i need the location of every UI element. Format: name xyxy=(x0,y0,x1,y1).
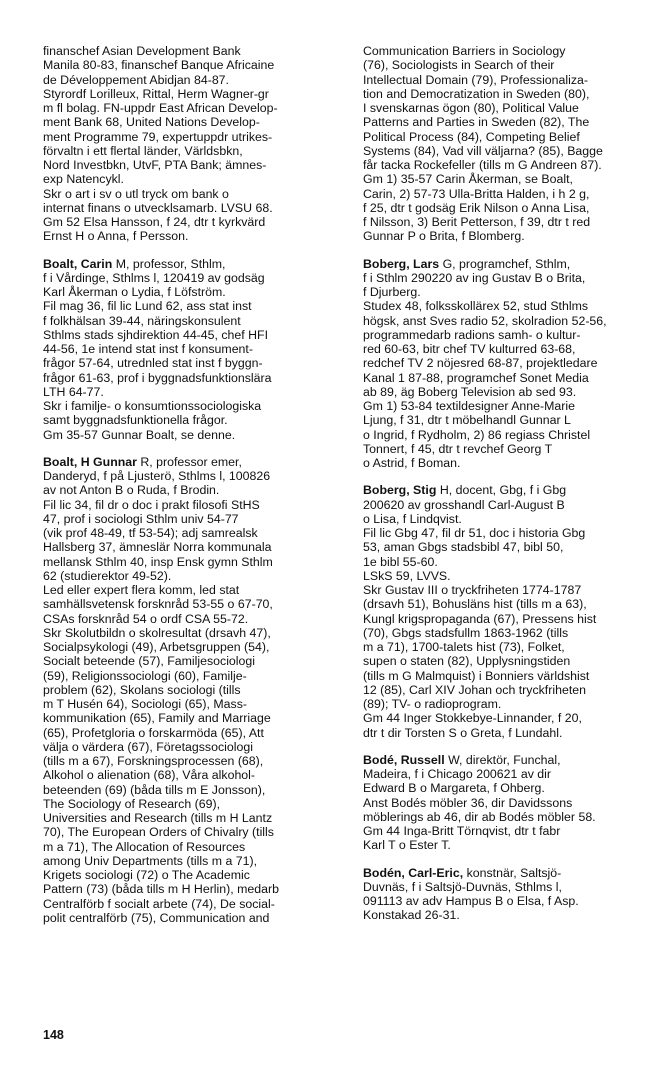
entry-text-line: f i Sthlm 290220 av ing Gustav B o Brita, xyxy=(363,270,586,285)
entry-text-line: Hallsberg 37, ämneslär Norra kommunala xyxy=(43,540,272,555)
entry-text-line: Tonnert, f 45, dtr t revchef Georg T xyxy=(363,441,553,456)
entry-text-line: samt byggnadsfunktionella frågor. xyxy=(43,413,228,428)
biography-entry xyxy=(363,866,661,923)
entry-heading-text: M, professor, Sthlm, xyxy=(112,256,226,271)
entry-text-line: (tills m a 67), Forskningsprocessen (68), xyxy=(43,754,264,768)
entry-text-line: (89); TV- o radioprogram. xyxy=(363,697,502,711)
person-name: Bodé, Russell xyxy=(363,752,445,767)
entry-text-line: Gm 1) 35-57 Carin Åkerman, se Boalt, xyxy=(363,172,573,187)
entry-heading xyxy=(363,753,661,767)
entry-text-line: Madeira, f i Chicago 200621 av dir xyxy=(363,767,552,781)
entry-text-line: Kungl krigspropaganda (67), Pressens hist xyxy=(363,611,597,626)
entry-text-line: Gm 44 Inga-Britt Törnqvist, dtr t fabr xyxy=(363,824,561,838)
person-name: Boalt, H Gunnar xyxy=(43,454,137,469)
entry-text-line: Danderyd, f på Ljusterö, Sthlms l, 100826 xyxy=(43,469,271,483)
entry-text-line: 12 (85), Carl XIV Johan och tryckfriheten xyxy=(363,682,586,697)
entry-text-line: Gm 44 Inger Stokkebye-Linnander, f 20, xyxy=(363,711,582,726)
entry-text-line: Socialpsykologi (49), Arbetsgruppen (54), xyxy=(43,640,270,654)
entry-heading xyxy=(363,257,661,271)
entry-text-line: (65), Profetgloria o forskarmöda (65), Att xyxy=(43,725,264,740)
entry-text-line: Universities and Research (tills m H Lantz xyxy=(43,811,273,825)
entry-text-line: samhällsvetensk forsknråd 53-55 o 67-70, xyxy=(43,597,273,612)
entry-text-line: förvaltn i ett flertal länder, Världsbkn, xyxy=(43,143,243,158)
entry-text-line: 200620 av grosshandl Carl-August B xyxy=(363,497,565,512)
entry-text-line: kommunikation (65), Family and Marriage xyxy=(43,711,271,726)
entry-text-line: exp Natencykl. xyxy=(43,172,124,187)
biography-entry xyxy=(363,257,661,471)
entry-text-line: Socialt beteende (57), Familjesociologi xyxy=(43,654,256,669)
entry-text-line: Political Process (84), Competing Belief xyxy=(363,129,580,144)
entry-text-line: Gm 52 Elsa Hansson, f 24, dtr t kyrkvärd xyxy=(43,215,266,229)
left-column xyxy=(43,44,339,938)
entry-text-line: Gm 1) 53-84 textildesigner Anne-Marie xyxy=(363,399,576,413)
entry-text-line: Krigets sociologi (72) o The Academic xyxy=(43,868,250,882)
entry-text-line: 47, prof i sociologi Sthlm univ 54-77 xyxy=(43,511,239,526)
entry-text-line: ab 89, äg Boberg Television ab sed 93. xyxy=(363,384,577,399)
biography-entry xyxy=(43,455,339,925)
entry-heading-text: H, docent, Gbg, f i Gbg xyxy=(436,483,567,498)
entry-text-line: frågor 57-64, utrednled stat inst f byggn- xyxy=(43,356,263,371)
entry-text-line: tion and Democratization in Sweden (80), xyxy=(363,86,590,101)
entry-text-line: m a 71), The Allocation of Resources xyxy=(43,839,246,854)
entry-heading xyxy=(43,257,339,271)
entry-text-line: f 25, dtr t godsäg Erik Nilson o Anna Lisa, xyxy=(363,200,590,215)
entry-text-line: polit centralförb (75), Communication and xyxy=(43,910,270,925)
entry-text-line: f Nilsson, 3) Berit Petterson, f 39, dtr t red xyxy=(363,215,591,229)
entry-text-line: möblerings ab 46, dir ab Bodés möbler 58. xyxy=(363,809,596,824)
entry-text-line: 091113 av adv Hampus B o Elsa, f Asp. xyxy=(363,894,579,908)
entry-text-line: Nord Investbkn, UtvF, PTA Bank; ämnes- xyxy=(43,158,267,172)
entry-text-line: Fil lic 34, fil dr o doc i prakt filosofi StHS xyxy=(43,497,260,512)
entry-text-line: ment Programme 79, expertuppdr utrikes- xyxy=(43,129,273,144)
entry-heading xyxy=(363,483,661,497)
entry-heading-text: R, professor emer, xyxy=(136,454,242,469)
entry-text-line: 44-56, 1e intend stat inst f konsument- xyxy=(43,342,253,356)
entry-text-line: o Astrid, f Boman. xyxy=(363,456,461,470)
entry-text-line: beteenden (69) (båda tills m E Jonsson), xyxy=(43,782,266,797)
biography-entry xyxy=(363,753,661,853)
entry-text-line: Konstakad 26-31. xyxy=(363,908,460,923)
entry-text-line: välja o värdera (67), Företagssociologi xyxy=(43,739,253,754)
entry-text-line: redchef TV 2 nöjesred 68-87, projektledare xyxy=(363,356,598,371)
entry-text-line: I svenskarnas ögon (80), Political Value xyxy=(363,101,579,115)
entry-text-line: Patterns and Parties in Sweden (82), The xyxy=(363,115,590,130)
entry-text-line: 53, aman Gbgs stadsbibl 47, bibl 50, xyxy=(363,540,564,555)
entry-text-line: Kanal 1 87-88, programchef Sonet Media xyxy=(363,370,589,385)
entry-text-line: f Djurberg. xyxy=(363,285,421,299)
entry-text-line: (vik prof 48-49, tf 53-54); adj samrealsk xyxy=(43,526,258,540)
entry-heading-text: konstnär, Saltsjö- xyxy=(463,865,562,880)
entry-text-line: Carin, 2) 57-73 Ulla-Britta Halden, i h 2 g, xyxy=(363,186,590,201)
entry-text-line: f i Vårdinge, Sthlms l, 120419 av godsäg xyxy=(43,270,265,285)
entry-text-line: (drsavh 51), Bohusläns hist (tills m a 63), xyxy=(363,597,587,612)
entry-text-line: f folkhälsan 39-44, näringskonsulent xyxy=(43,313,241,328)
entry-text-line: finanschef Asian Development Bank xyxy=(43,44,241,58)
entry-text-line: Skr i familje- o konsumtionssociologiska xyxy=(43,399,262,413)
entry-text-line: Karl Åkerman o Lydia, f Löfström. xyxy=(43,285,226,299)
entry-text-line: problem (62), Skolans sociologi (tills xyxy=(43,682,241,697)
entry-text-line: m a 71), 1700-talets hist (73), Folket, xyxy=(363,640,565,654)
entry-text-line: Ljung, f 31, dtr t möbelhandl Gunnar L xyxy=(363,413,571,428)
entry-text-line: (tills m G Malmquist) i Bonniers världshist xyxy=(363,668,590,683)
entry-text-line: m T Husén 64), Sociologi (65), Mass- xyxy=(43,697,247,711)
entry-text-line: internat finans o utvecklsamarb. LVSU 68. xyxy=(43,200,273,215)
entry-text-line: Sthlms stads sjhdirektion 44-45, chef HFI xyxy=(43,327,269,342)
entry-text-line: Karl T o Ester T. xyxy=(363,838,451,853)
entry-heading xyxy=(43,455,339,469)
entry-text-line: o Ingrid, f Rydholm, 2) 86 regiass Christel xyxy=(363,427,591,442)
person-name: Boalt, Carin xyxy=(43,256,113,271)
biography-entry xyxy=(363,483,661,740)
biography-entry xyxy=(43,257,339,442)
entry-heading-text: G, programchef, Sthlm, xyxy=(439,256,571,271)
entry-text-line: supen o staten (82), Upplysningstiden xyxy=(363,654,571,669)
entry-text-line: Duvnäs, f i Saltsjö-Duvnäs, Sthlms l, xyxy=(363,879,562,894)
entry-text-line: o Lisa, f Lindqvist. xyxy=(363,511,462,526)
entry-text-line: LTH 64-77. xyxy=(43,384,104,399)
biography-entry xyxy=(43,44,339,244)
entry-text-line: Studex 48, folksskollärex 52, stud Sthlms xyxy=(363,299,589,314)
entry-text-line: Gm 35-57 Gunnar Boalt, se denne. xyxy=(43,427,236,442)
entry-text-line: Centralförb f socialt arbete (74), De social- xyxy=(43,896,275,911)
entry-text-line: mellansk Sthlm 40, insp Ensk gymn Sthlm xyxy=(43,554,273,569)
entry-text-line: Led eller expert flera komm, led stat xyxy=(43,583,240,597)
entry-text-line: de Développement Abidjan 84-87. xyxy=(43,72,229,87)
entry-text-line: Anst Bodés möbler 36, dir Davidssons xyxy=(363,795,573,810)
entry-text-line: Styrordf Lorilleux, Rittal, Herm Wagner-gr xyxy=(43,86,269,101)
entry-text-line: av not Anton B o Ruda, f Brodin. xyxy=(43,483,220,498)
page-number: 148 xyxy=(43,1028,64,1042)
biography-entry xyxy=(363,44,661,244)
entry-text-line: Gunnar P o Brita, f Blomberg. xyxy=(363,229,525,244)
right-column xyxy=(363,44,661,936)
entry-text-line: CSAs forsknråd 54 o ordf CSA 55-72. xyxy=(43,611,249,626)
person-name: Boberg, Stig xyxy=(363,483,437,498)
entry-text-line: Alkohol o alienation (68), Våra alkohol- xyxy=(43,768,256,783)
entry-text-line: (76), Sociologists in Search of their xyxy=(363,58,555,73)
entry-text-line: 1e bibl 55-60. xyxy=(363,554,438,569)
entry-text-line: (59), Religionssociologi (60), Familje- xyxy=(43,668,247,683)
entry-text-line: Systems (84), Vad vill väljarna? (85), Bagge xyxy=(363,143,603,158)
entry-text-line: 62 (studierektor 49-52). xyxy=(43,568,172,583)
entry-text-line: Communication Barriers in Sociology xyxy=(363,44,566,58)
entry-text-line: Skr Gustav III o tryckfriheten 1774-1787 xyxy=(363,583,582,597)
entry-text-line: får tacka Rockefeller (tills m G Andreen 87). xyxy=(363,158,602,172)
entry-text-line: 70), The European Orders of Chivalry (tills xyxy=(43,825,274,840)
entry-text-line: programmedarb radions samh- o kultur- xyxy=(363,327,581,342)
entry-text-line: Manila 80-83, finanschef Banque Africaine xyxy=(43,58,275,73)
entry-text-line: red 60-63, bitr chef TV kulturred 63-68, xyxy=(363,342,576,356)
entry-text-line: Skr Skolutbildn o skolresultat (drsavh 47), xyxy=(43,625,271,640)
entry-text-line: dtr t dir Torsten S o Greta, f Lundahl. xyxy=(363,725,563,740)
person-name: Bodén, Carl-Eric, xyxy=(363,865,464,880)
entry-text-line: ment Bank 68, United Nations Develop- xyxy=(43,115,260,130)
entry-text-line: frågor 61-63, prof i byggnadsfunktionslära xyxy=(43,370,272,385)
entry-text-line: Ernst H o Anna, f Persson. xyxy=(43,229,189,244)
person-name: Boberg, Lars xyxy=(363,256,440,271)
entry-text-line: Pattern (73) (båda tills m H Herlin), medarb xyxy=(43,882,279,897)
entry-text-line: Fil lic Gbg 47, fil dr 51, doc i historia Gbg xyxy=(363,526,586,540)
entry-text-line: among Univ Departments (tills m a 71), xyxy=(43,853,258,868)
entry-text-line: Fil mag 36, fil lic Lund 62, ass stat inst xyxy=(43,299,252,314)
entry-text-line: Skr o art i sv o utl tryck om bank o xyxy=(43,186,229,201)
entry-text-line: LSkS 59, LVVS. xyxy=(363,568,451,583)
entry-text-line: The Sociology of Research (69), xyxy=(43,796,221,811)
entry-heading xyxy=(363,866,661,880)
entry-text-line: högsk, anst Sves radio 52, skolradion 52-56, xyxy=(363,313,607,328)
entry-text-line: Intellectual Domain (79), Professionaliza- xyxy=(363,72,589,87)
entry-text-line: (70), Gbgs stadsfullm 1863-1962 (tills xyxy=(363,625,569,640)
entry-heading-text: W, direktör, Funchal, xyxy=(444,752,561,767)
entry-text-line: Edward B o Margareta, f Ohberg. xyxy=(363,781,545,796)
entry-text-line: m fl bolag. FN-uppdr East African Develop- xyxy=(43,101,278,115)
